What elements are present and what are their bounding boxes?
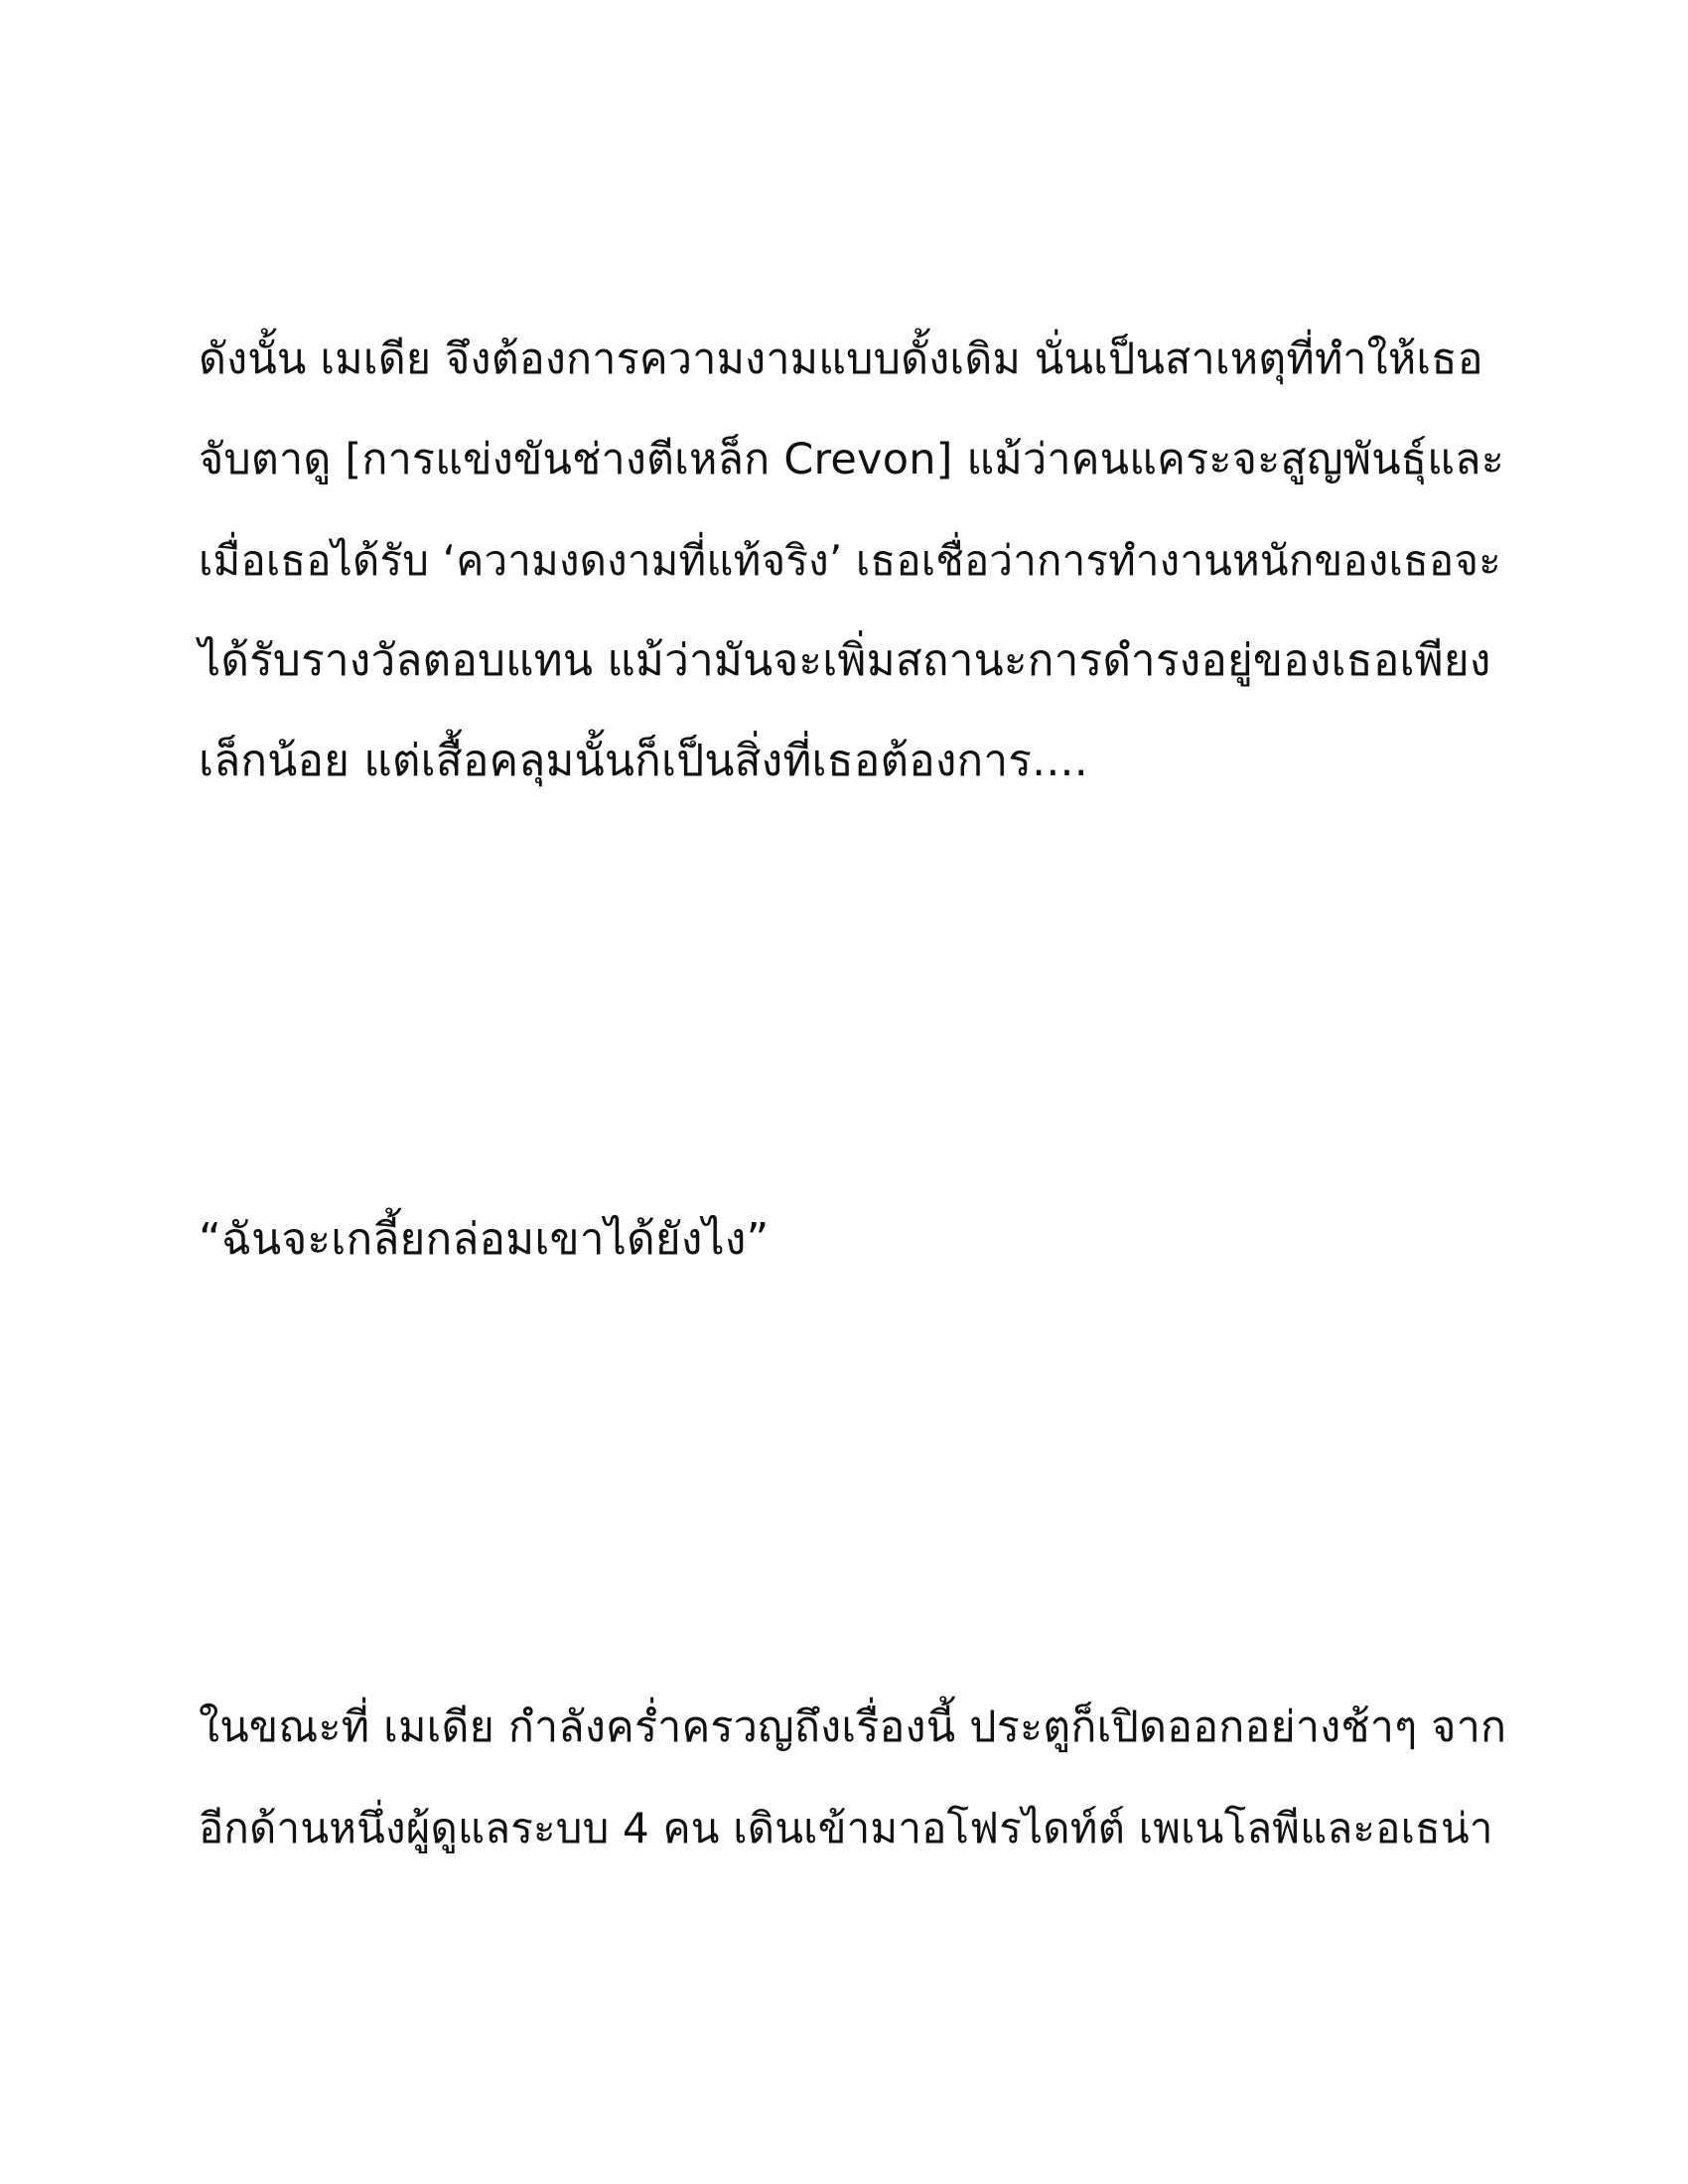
dialogue-line: “ฉันจะเกลี้ยกล่อมเขาได้ยังไง”: [199, 1214, 770, 1265]
paragraph-line: จับตาดู [การแข่งขันช่างตีเหล็ก Crevon] แม้ว่าคนแคระจะสูญพันธุ์และ: [199, 435, 1505, 484]
paragraph-3: [199, 1678, 1509, 1878]
paragraph-line: ได้รับรางวัลตอบแทน แม้ว่ามันจะเพิ่มสถานะการดำรงอยู่ของเธอเพียง: [199, 635, 1491, 686]
paragraph-line: อีกด้านหนึ่งผู้ดูแลระบบ 4 คน เดินเข้ามาอโฟรไดท์ต์ เพเนโลพีและอเธน่า: [199, 1804, 1493, 1852]
paragraph-line: ในขณะที่ เมเดีย กำลังคร่ำครวญถึงเรื่องนี้ ประตูก็เปิดออกอย่างช้าๆ จาก: [199, 1703, 1507, 1752]
paragraph-line: เมื่อเธอได้รับ ‘ความงดงามที่แท้จริง’ เธอเชื่อว่าการทำงานหนักของเธอจะ: [199, 536, 1501, 585]
paragraph-line: ดังนั้น เมเดีย จึงต้องการความงามแบบดั้งเดิม นั่นเป็นสาเหตุที่ทำให้เธอ: [199, 335, 1483, 384]
paragraph-line: เล็กน้อย แต่เสื้อคลุมนั้นก็เป็นสิ่งที่เธอต้องการ....: [199, 736, 1088, 786]
paragraph-1: [199, 310, 1509, 811]
paragraph-2-dialogue: [199, 1189, 1509, 1290]
